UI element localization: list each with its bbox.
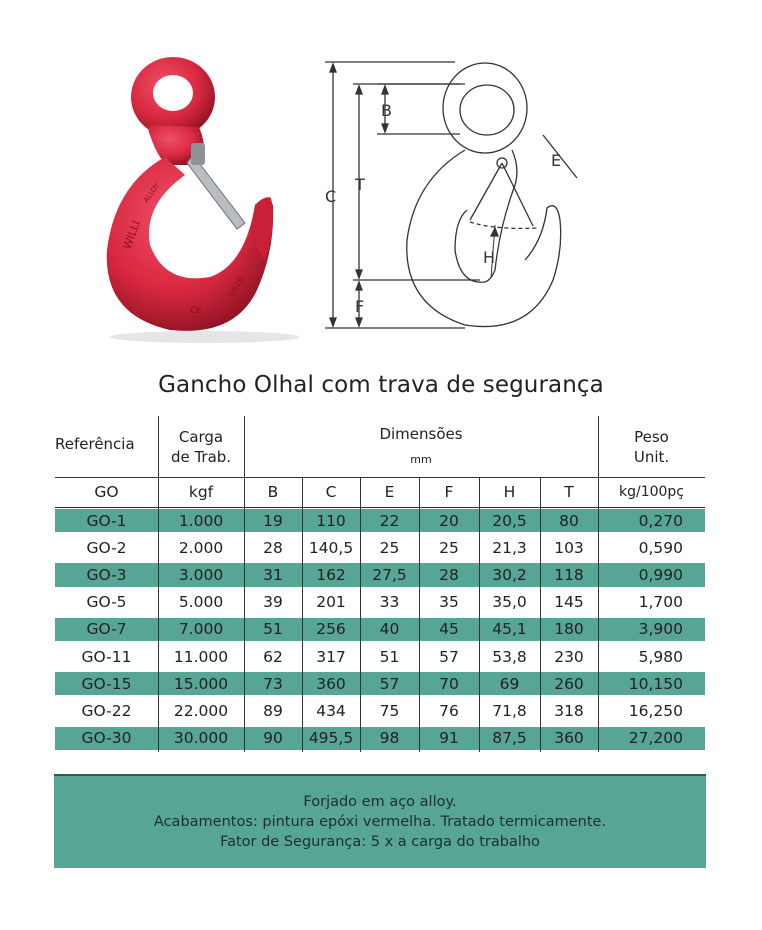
subheader-6: H — [503, 483, 516, 501]
table-cell: 31 — [263, 565, 283, 584]
table-cell: 20,5 — [492, 511, 527, 530]
footer-line-material: Forjado em aço alloy. — [303, 794, 457, 810]
table-cell: 70 — [439, 674, 459, 693]
table-cell: 140,5 — [308, 538, 354, 557]
table-divider — [540, 477, 541, 752]
table-divider — [158, 416, 159, 752]
table-cell: 16,250 — [628, 701, 683, 720]
table-cell: 0,270 — [638, 511, 683, 530]
dim-label-h: H — [483, 248, 496, 267]
table-cell: 80 — [559, 511, 579, 530]
table-cell: 75 — [379, 701, 400, 720]
table-cell: 7.000 — [178, 620, 224, 639]
dim-label-t: T — [355, 175, 365, 194]
table-cell: 87,5 — [492, 729, 527, 748]
table-cell: 0,990 — [638, 565, 683, 584]
table-cell: 5,980 — [638, 647, 683, 666]
table-cell: 45,1 — [492, 620, 527, 639]
table-cell: 5.000 — [178, 593, 224, 612]
footer-line-finish: Acabamentos: pintura epóxi vermelha. Tratado termicamente. — [153, 814, 607, 830]
table-divider — [479, 477, 480, 752]
table-cell: 90 — [263, 729, 283, 748]
subheader-8: kg/100pç — [618, 484, 685, 500]
table-cell: 118 — [554, 565, 584, 584]
table-cell: 73 — [263, 674, 283, 693]
table-cell: 317 — [316, 647, 346, 666]
dim-label-c: C — [325, 187, 337, 206]
header-ref: Referência — [55, 435, 135, 453]
dimension-diagram — [315, 50, 590, 350]
brand-marking: WILLI — [120, 218, 143, 252]
code-marking: DS20 — [226, 274, 246, 298]
table-cell: 35 — [439, 593, 459, 612]
table-cell: 33 — [379, 593, 400, 612]
table-cell: 10,150 — [628, 674, 683, 693]
table-cell: 1,700 — [638, 593, 683, 612]
table-cell: 28 — [439, 565, 459, 584]
table-cell: 360 — [316, 674, 346, 693]
table-cell: 201 — [316, 593, 346, 612]
subheader-7: T — [564, 483, 574, 501]
table-cell: 15.000 — [173, 674, 229, 693]
table-cell: 21,3 — [492, 538, 527, 557]
table-cell: 62 — [263, 647, 283, 666]
table-cell: 22.000 — [173, 701, 229, 720]
table-cell: GO-30 — [81, 729, 132, 748]
header-dimensoes-label: Dimensões — [379, 424, 463, 443]
page-title: Gancho Olhal com trava de segurança — [158, 372, 604, 398]
dim-label-f: F — [355, 297, 365, 316]
table-cell: 318 — [554, 701, 584, 720]
table-cell: 91 — [439, 729, 459, 748]
table-cell: 35,0 — [492, 593, 527, 612]
spec-table — [55, 416, 705, 752]
table-cell: 39 — [263, 593, 283, 612]
table-cell: 40 — [379, 620, 400, 639]
table-cell: GO-7 — [86, 620, 127, 639]
table-cell: 260 — [554, 674, 584, 693]
table-cell: 25 — [439, 538, 459, 557]
table-cell: 25 — [379, 538, 400, 557]
table-cell: 495,5 — [308, 729, 354, 748]
table-cell: 98 — [379, 729, 400, 748]
header-peso-line2: Unit. — [633, 447, 670, 466]
table-cell: 20 — [439, 511, 459, 530]
table-divider — [302, 477, 303, 752]
table-cell: 19 — [263, 511, 283, 530]
table-cell: 53,8 — [492, 647, 527, 666]
table-divider — [360, 477, 361, 752]
table-cell: GO-1 — [86, 511, 127, 530]
table-cell: 27,5 — [372, 565, 407, 584]
table-divider — [244, 416, 245, 752]
header-carga-line2: de Trab. — [170, 447, 232, 466]
header-carga — [158, 416, 244, 477]
table-cell: 145 — [554, 593, 584, 612]
table-cell: 3.000 — [178, 565, 224, 584]
dim-label-e: E — [551, 151, 562, 170]
table-cell: 27,200 — [628, 729, 683, 748]
table-cell: 110 — [316, 511, 346, 530]
footer-notes — [54, 774, 706, 868]
table-cell: 51 — [379, 647, 400, 666]
table-cell: 256 — [316, 620, 346, 639]
subheader-1: kgf — [188, 483, 214, 501]
table-rule — [55, 477, 705, 478]
table-divider — [419, 477, 420, 752]
table-cell: GO-15 — [81, 674, 132, 693]
subheader-2: B — [267, 483, 279, 501]
header-dimensoes-unit: mm — [410, 452, 432, 466]
table-cell: 180 — [554, 620, 584, 639]
table-cell: 22 — [379, 511, 400, 530]
table-cell: 76 — [439, 701, 459, 720]
table-cell: 89 — [263, 701, 283, 720]
table-cell: 3,900 — [638, 620, 683, 639]
table-cell: 30.000 — [173, 729, 229, 748]
header-peso-line1: Peso — [634, 427, 669, 446]
table-cell: 57 — [439, 647, 459, 666]
table-cell: GO-2 — [86, 538, 127, 557]
table-cell: 434 — [316, 701, 346, 720]
table-rule — [55, 507, 705, 508]
hook-photo — [95, 45, 310, 345]
table-cell: 1.000 — [178, 511, 224, 530]
table-cell: GO-11 — [81, 647, 132, 666]
footer-line-safety: Fator de Segurança: 5 x a carga do trabalho — [220, 834, 540, 850]
header-dimensoes — [244, 416, 598, 477]
table-cell: GO-3 — [86, 565, 127, 584]
subheader-3: C — [325, 483, 337, 501]
subheader-4: E — [384, 483, 395, 501]
alloy-marking: ALLOY — [142, 181, 162, 205]
table-cell: GO-5 — [86, 593, 127, 612]
table-cell: 103 — [554, 538, 584, 557]
dim-label-b: B — [381, 101, 392, 120]
table-cell: 2.000 — [178, 538, 224, 557]
table-cell: 11.000 — [173, 647, 229, 666]
table-cell: 360 — [554, 729, 584, 748]
subheader-0: GO — [94, 483, 119, 501]
table-cell: 162 — [316, 565, 346, 584]
table-cell: 71,8 — [492, 701, 527, 720]
ce-marking: CE — [190, 306, 202, 316]
table-cell: GO-22 — [81, 701, 132, 720]
subheader-5: F — [444, 483, 454, 501]
table-divider — [598, 416, 599, 752]
table-cell: 230 — [554, 647, 584, 666]
table-cell: 28 — [263, 538, 283, 557]
table-cell: 45 — [439, 620, 459, 639]
table-cell: 57 — [379, 674, 400, 693]
header-carga-line1: Carga — [178, 427, 224, 446]
table-cell: 30,2 — [492, 565, 527, 584]
table-cell: 69 — [499, 674, 520, 693]
table-cell: 0,590 — [638, 538, 683, 557]
header-peso — [598, 416, 705, 477]
table-cell: 51 — [263, 620, 283, 639]
